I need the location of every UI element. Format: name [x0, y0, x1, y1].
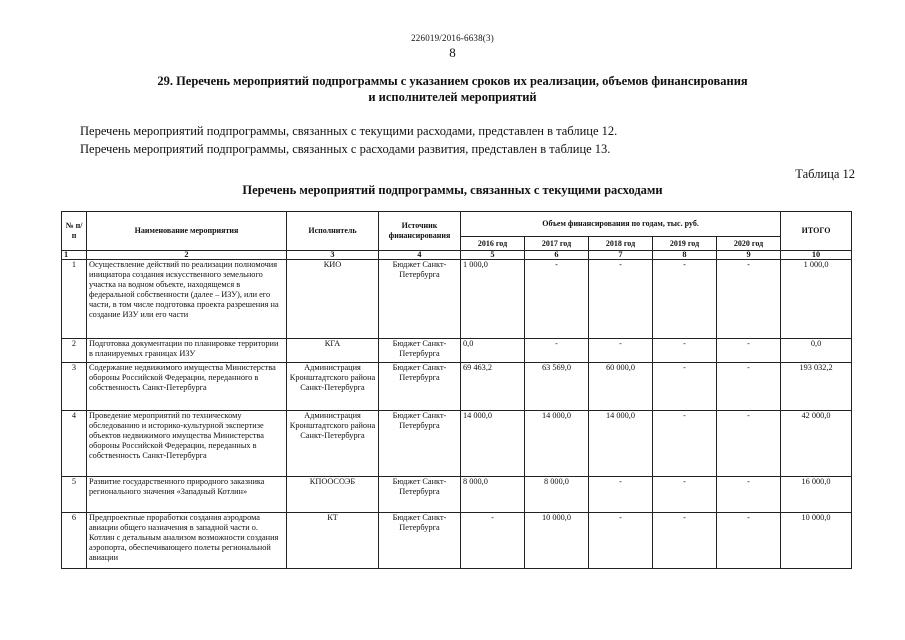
- row-name: Предпроектные проработки создания аэродрома авиации общего назначения в западной части о. Котлин с детальным анализом возможности создания аэропорта, обеспечивающего полеты региональной авиации: [87, 513, 287, 569]
- row-name: Проведение мероприятий по техническому обследованию и историко-культурной экспертизе объектов недвижимого имущества Министерства обороны Российской Федерации, переданных в собственность Санкт-Петербурга: [87, 411, 287, 477]
- row-num: 1: [62, 260, 87, 339]
- table-row: [62, 260, 852, 339]
- row-total: 16 000,0: [781, 477, 852, 513]
- column-number: 9: [717, 251, 781, 260]
- row-value-2020: -: [717, 411, 781, 477]
- row-value-2017: -: [525, 260, 589, 339]
- column-number: 8: [653, 251, 717, 260]
- row-total: 0,0: [781, 339, 852, 363]
- row-value-2020: -: [717, 477, 781, 513]
- column-number: 1: [62, 251, 87, 260]
- row-source: Бюджет Санкт-Петербурга: [379, 339, 461, 363]
- intro-text: [80, 122, 617, 158]
- row-total: 1 000,0: [781, 260, 852, 339]
- header-num: № п/п: [62, 212, 87, 251]
- row-value-2018: 60 000,0: [589, 363, 653, 411]
- row-num: 2: [62, 339, 87, 363]
- column-number: 4: [379, 251, 461, 260]
- column-number: 10: [781, 251, 852, 260]
- row-source: Бюджет Санкт-Петербурга: [379, 363, 461, 411]
- header-executor: Исполнитель: [287, 212, 379, 251]
- column-number: 2: [87, 251, 287, 260]
- document-id: 226019/2016-6638(3): [411, 33, 494, 43]
- row-executor: КПООСОЭБ: [287, 477, 379, 513]
- header-source: Источник финансирования: [379, 212, 461, 251]
- column-number: 3: [287, 251, 379, 260]
- row-value-2020: -: [717, 363, 781, 411]
- row-executor: КИО: [287, 260, 379, 339]
- header-volume: Объем финансирования по годам, тыс. руб.: [461, 212, 781, 237]
- row-value-2018: -: [589, 513, 653, 569]
- row-value-2020: -: [717, 260, 781, 339]
- row-value-2018: -: [589, 339, 653, 363]
- row-executor: КГА: [287, 339, 379, 363]
- row-value-2017: 14 000,0: [525, 411, 589, 477]
- row-num: 5: [62, 477, 87, 513]
- header-year: 2019 год: [653, 237, 717, 251]
- row-name: Осуществление действий по реализации полномочия инициатора создания искусственного земельного участка на водном объекте, находящемся в федеральной собственности (далее – ИЗУ), или его части, в том числе подготовка проекта разрешения на создание ИЗУ или его части: [87, 260, 287, 339]
- row-value-2016: 14 000,0: [461, 411, 525, 477]
- row-value-2016: 69 463,2: [461, 363, 525, 411]
- row-value-2019: -: [653, 260, 717, 339]
- row-value-2019: -: [653, 477, 717, 513]
- row-name: Развитие государственного природного заказника регионального значения «Западный Котлин»: [87, 477, 287, 513]
- table-title: Перечень мероприятий подпрограммы, связанных с текущими расходами: [242, 183, 663, 197]
- header-year: 2020 год: [717, 237, 781, 251]
- row-name: Подготовка документации по планировке территории в планируемых границах ИЗУ: [87, 339, 287, 363]
- row-executor: Администрация Кронштадтского района Санкт-Петербурга: [287, 411, 379, 477]
- row-value-2020: -: [717, 513, 781, 569]
- page-number: 8: [449, 45, 456, 60]
- row-value-2016: 8 000,0: [461, 477, 525, 513]
- row-value-2018: 14 000,0: [589, 411, 653, 477]
- row-source: Бюджет Санкт-Петербурга: [379, 513, 461, 569]
- column-number-row: [62, 251, 852, 260]
- header-name: Наименование мероприятия: [87, 212, 287, 251]
- header-year: 2017 год: [525, 237, 589, 251]
- row-source: Бюджет Санкт-Петербурга: [379, 477, 461, 513]
- table-row: [62, 477, 852, 513]
- activities-table: [61, 211, 852, 569]
- row-value-2017: 10 000,0: [525, 513, 589, 569]
- table-row: [62, 513, 852, 569]
- row-value-2018: -: [589, 260, 653, 339]
- row-value-2017: 8 000,0: [525, 477, 589, 513]
- column-number: 6: [525, 251, 589, 260]
- column-number: 7: [589, 251, 653, 260]
- row-total: 42 000,0: [781, 411, 852, 477]
- header-total: ИТОГО: [781, 212, 852, 251]
- row-value-2017: 63 569,0: [525, 363, 589, 411]
- row-value-2020: -: [717, 339, 781, 363]
- table-row: [62, 339, 852, 363]
- table-row: [62, 363, 852, 411]
- section-title-line1: 29. Перечень мероприятий подпрограммы с указанием сроков их реализации, объемов финансирования: [157, 74, 748, 88]
- row-value-2019: -: [653, 339, 717, 363]
- row-name: Содержание недвижимого имущества Министерства обороны Российской Федерации, переданного в собственность Санкт-Петербурга: [87, 363, 287, 411]
- section-title: [100, 73, 805, 105]
- intro-line1: Перечень мероприятий подпрограммы, связанных с текущими расходами, представлен в таблице 12.: [80, 124, 618, 138]
- table-row: [62, 411, 852, 477]
- row-num: 3: [62, 363, 87, 411]
- row-total: 10 000,0: [781, 513, 852, 569]
- row-value-2019: -: [653, 513, 717, 569]
- row-value-2016: 1 000,0: [461, 260, 525, 339]
- row-value-2019: -: [653, 363, 717, 411]
- table-caption: Таблица 12: [795, 167, 855, 181]
- row-total: 193 032,2: [781, 363, 852, 411]
- row-executor: КТ: [287, 513, 379, 569]
- row-value-2017: -: [525, 339, 589, 363]
- row-value-2016: -: [461, 513, 525, 569]
- row-num: 4: [62, 411, 87, 477]
- row-num: 6: [62, 513, 87, 569]
- header-year: 2016 год: [461, 237, 525, 251]
- row-source: Бюджет Санкт-Петербурга: [379, 260, 461, 339]
- row-value-2016: 0,0: [461, 339, 525, 363]
- row-source: Бюджет Санкт-Петербурга: [379, 411, 461, 477]
- header-year: 2018 год: [589, 237, 653, 251]
- column-number: 5: [461, 251, 525, 260]
- row-executor: Администрация Кронштадтского района Санкт-Петербурга: [287, 363, 379, 411]
- intro-line2: Перечень мероприятий подпрограммы, связанных с расходами развития, представлен в таблице 13.: [80, 142, 611, 156]
- row-value-2019: -: [653, 411, 717, 477]
- row-value-2018: -: [589, 477, 653, 513]
- section-title-line2: и исполнителей мероприятий: [368, 90, 537, 104]
